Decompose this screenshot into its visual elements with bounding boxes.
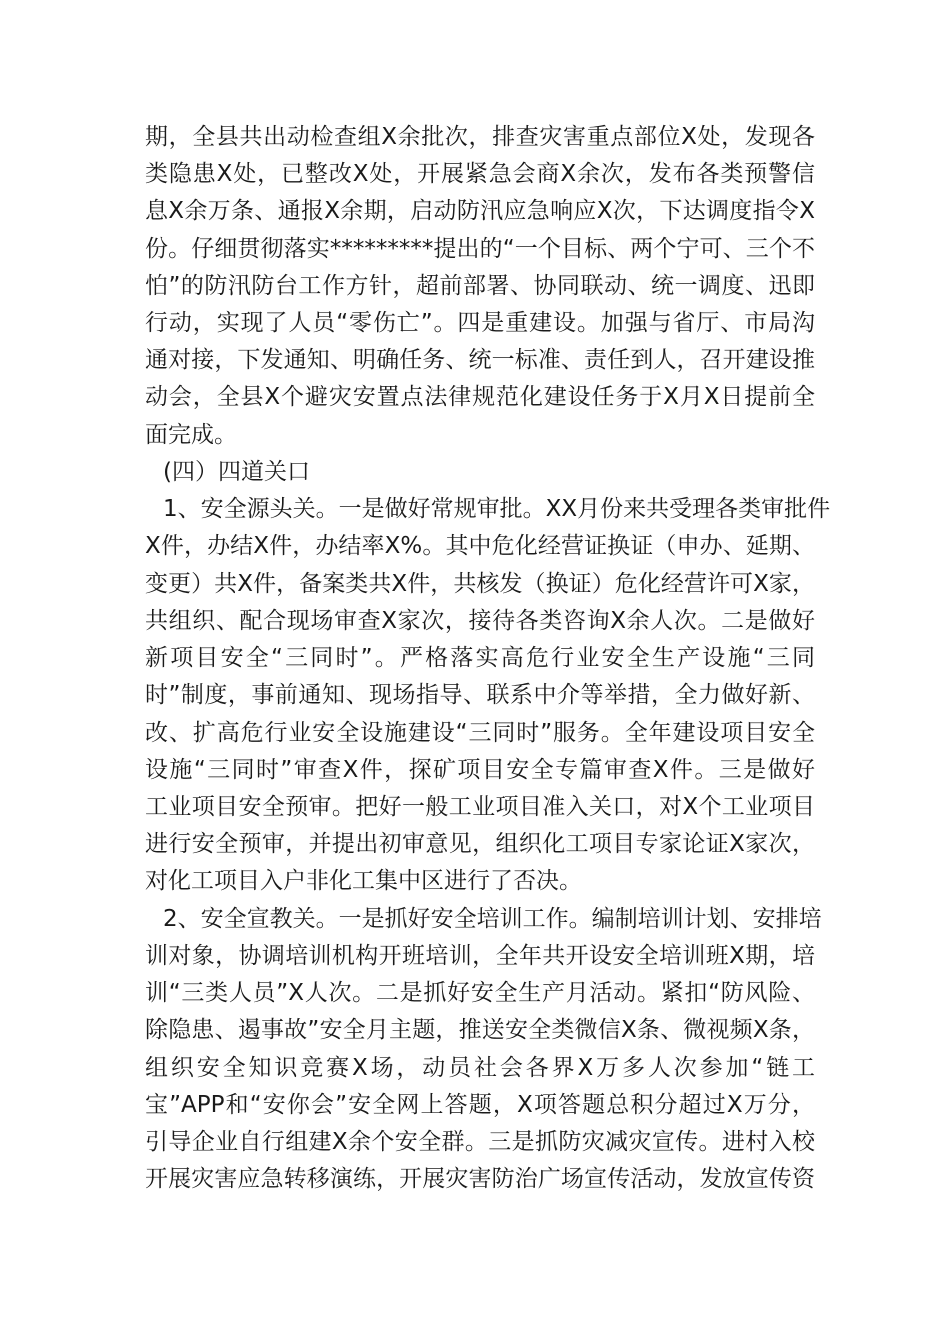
- body-text-line: 训“三类人员”X人次。二是抓好安全生产月活动。紧扣“防风险、: [145, 980, 815, 1006]
- body-text-line: 通对接，下发通知、明确任务、统一标准、责任到人，召开建设推: [145, 347, 815, 373]
- body-text-line: 份。仔细贯彻落实*********提出的“一个目标、两个宁可、三个不: [145, 236, 815, 262]
- body-text-line: 类隐患X处，已整改X处，开展紧急会商X余次，发布各类预警信: [145, 161, 815, 187]
- body-text-line: 宝”APP和“安你会”安全网上答题，X项答题总积分超过X万分，: [145, 1092, 815, 1118]
- body-text-line: 开展灾害应急转移演练，开展灾害防治广场宣传活动，发放宣传资: [145, 1166, 815, 1192]
- body-text-line: 改、扩高危行业安全设施建设“三同时”服务。全年建设项目安全: [145, 720, 815, 746]
- body-text-line: 引导企业自行组建X余个安全群。三是抓防灾减灾宣传。进村入校: [145, 1129, 815, 1155]
- body-text-line: 期，全县共出动检查组X余批次，排查灾害重点部位X处，发现各: [145, 124, 815, 150]
- body-text-line: 息X余万条、通报X余期，启动防汛应急响应X次，下达调度指令X: [145, 198, 815, 224]
- body-text-line: 设施“三同时”审查X件，探矿项目安全专篇审查X件。三是做好: [145, 757, 815, 783]
- body-text-line: 怕”的防汛防台工作方针，超前部署、协同联动、统一调度、迅即: [145, 273, 815, 299]
- body-text-line: 动会，全县X个避灾安置点法律规范化建设任务于X月X日提前全: [145, 384, 815, 410]
- body-text-line: 面完成。: [145, 422, 237, 448]
- body-text-line: X件，办结X件，办结率X%。其中危化经营证换证（申办、延期、: [145, 533, 815, 559]
- body-text-line: 进行安全预审，并提出初审意见，组织化工项目专家论证X家次，: [145, 831, 815, 857]
- body-text-line: 新项目安全“三同时”。严格落实高危行业安全生产设施“三同: [145, 645, 815, 671]
- body-text-line: 组织安全知识竞赛X场，动员社会各界X万多人次参加“链工: [145, 1055, 815, 1081]
- body-text-line: 2、安全宣教关。一是抓好安全培训工作。编制培训计划、安排培: [163, 906, 822, 932]
- body-text-line: 训对象，协调培训机构开班培训，全年共开设安全培训班X期，培: [145, 943, 815, 969]
- body-text-line: 时”制度，事前通知、现场指导、联系中介等举措，全力做好新、: [145, 682, 815, 708]
- body-text-line: 除隐患、遏事故”安全月主题，推送安全类微信X条、微视频X条，: [145, 1017, 815, 1043]
- body-text-line: 工业项目安全预审。把好一般工业项目准入关口，对X个工业项目: [145, 794, 815, 820]
- section-heading: (四）四道关口: [163, 459, 310, 485]
- body-text-line: 共组织、配合现场审查X家次，接待各类咨询X余人次。二是做好: [145, 608, 815, 634]
- body-text-line: 1、安全源头关。一是做好常规审批。XX月份来共受理各类审批件: [163, 496, 831, 522]
- body-text-line: 变更）共X件，备案类共X件，共核发（换证）危化经营许可X家，: [145, 571, 815, 597]
- body-text-line: 对化工项目入户非化工集中区进行了否决。: [145, 868, 582, 894]
- body-text-line: 行动，实现了人员“零伤亡”。四是重建设。加强与省厅、市局沟: [145, 310, 815, 336]
